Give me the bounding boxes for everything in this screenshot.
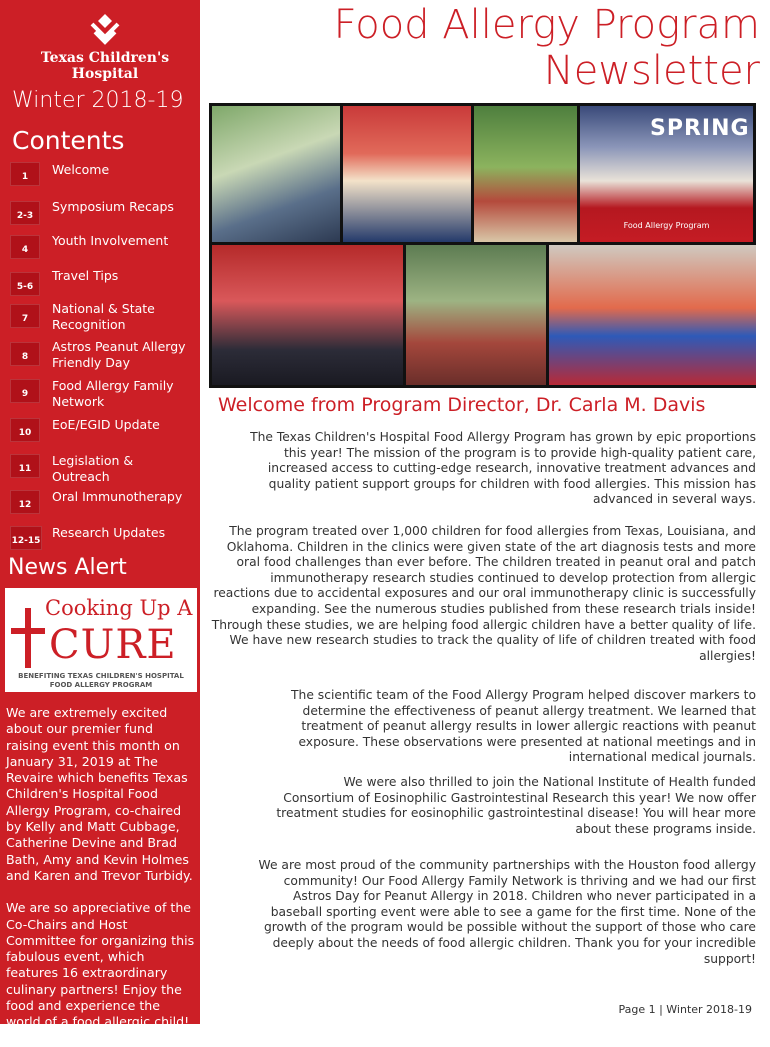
photo-booth-table (580, 106, 753, 242)
title-line2: Newsletter (543, 48, 760, 94)
article-paragraph: We are most proud of the community partnerships with the Houston food allergy community! Our Food Allergy Family Network is thriving and we had our first Astros Day for Peanut Allergy in 2018. Children who never participated in a baseball sporting event were able to see a game for the first time. None of the growth of the program would be possible without the support of those who care deeply about the needs of food allergic children. Thank you for your incredible support! (258, 858, 756, 966)
promo-benefit-line1: BENEFITING TEXAS CHILDREN'S HOSPITAL (18, 672, 184, 680)
page-title (260, 2, 760, 94)
news-alert-heading: News Alert (8, 555, 127, 580)
promo-benefit-line2: FOOD ALLERGY PROGRAM (49, 681, 153, 689)
toc-label: Travel Tips (52, 268, 119, 283)
article-paragraph: The scientific team of the Food Allergy Program helped discover markers to determine the effectiveness of peanut allergy treatment. We learned that treatment of peanut allergy results in lower allergic reactions with peanut exposure. These observations were presented at national meetings and in international medical journals. (291, 688, 756, 765)
logo-name-line1: Texas Children's (40, 50, 170, 66)
toc-page-number: 4 (10, 235, 40, 259)
logo-name-line2: Hospital (71, 66, 139, 82)
toc-page-number: 9 (10, 379, 40, 403)
toc-label: Food Allergy Family Network (52, 378, 174, 409)
toc-label: Oral Immunotherapy (52, 489, 183, 504)
contents-heading: Contents (12, 126, 125, 155)
page-footer: Page 1 | Winter 2018-19 (618, 1003, 752, 1016)
photo-collage (209, 103, 756, 388)
toc-label: Youth Involvement (52, 233, 169, 248)
promo-cure: CURE (49, 622, 177, 668)
photo-ballpark (474, 106, 577, 242)
toc-label: EoE/EGID Update (52, 417, 160, 432)
hospital-logo (40, 10, 170, 86)
toc-page-number: 10 (10, 418, 40, 442)
news-alert-paragraph: We are extremely excited about our premier fund raising event this month on January 31, 2019 at The Revaire which benefits Texas Children's Hospital Food Allergy Program, co-chaired by Kelly and Matt Cubbage, Catherine Devine and Brad Bath, Amy and Kevin Holmes and Karen and Trevor Turbidy. (6, 705, 193, 883)
toc-label: Legislation & Outreach (52, 453, 134, 484)
article-heading: Welcome from Program Director, Dr. Carla M. Davis (218, 394, 706, 416)
cooking-up-a-cure-logo (5, 588, 197, 692)
article-paragraph: The program treated over 1,000 children for food allergies from Texas, Louisiana, and Oklahoma. Children in the clinics were given state of the art diagnosis tests and more oral food challenges than ever before. The children treated in peanut oral and patch immunotherapy research studies continued to develop protection from allergic reactions due to accidental exposures and our oral immunotherapy clinic is successfully expanding. See the numerous studies published from these research trials inside! Through these studies, we are helping food allergic children have a better quality of life. We have new research studies to track the quality of life of children treated with food allergies! (211, 524, 756, 663)
season-label: Winter 2018-19 (12, 88, 184, 113)
photo-sign-text: SPRING (650, 116, 750, 141)
article-paragraph: The Texas Children's Hospital Food Allergy Program has grown by epic proportions this year! The mission of the program is to provide high-quality patient care, increased access to cutting-edge research, innovative treatment advances and quality patient support groups for children with food allergies. This mission has advanced in several ways. (250, 430, 756, 507)
title-line1: Food Allergy Program (333, 2, 760, 48)
heart-cross-logo-icon (88, 10, 122, 46)
toc-label: National & State Recognition (52, 301, 155, 332)
toc-page-number: 12-15 (10, 526, 42, 550)
news-alert-paragraph: We are so appreciative of the Co-Chairs and Host Committee for organizing this fabulous event, which features 16 extraordinary culinary partners! Enjoy the food and experience the world of a food allergic child! (6, 900, 195, 1030)
toc-page-number: 2-3 (10, 201, 40, 225)
article-paragraph: We were also thrilled to join the National Institute of Health funded Consortium of Eosinophilic Gastrointestinal Research this year! We now offer treatment studies for eosinophilic gastrointestinal disease! You will hear more about these programs inside. (276, 775, 756, 836)
toc-page-number: 1 (10, 162, 40, 186)
spoon-icon (11, 628, 45, 634)
photo-kids-outdoors (212, 106, 340, 242)
toc-page-number: 11 (10, 454, 40, 478)
photo-kids-costumes (549, 245, 756, 385)
toc-label: Astros Peanut Allergy Friendly Day (52, 339, 186, 370)
toc-label: Research Updates (52, 525, 166, 540)
toc-page-number: 5-6 (10, 272, 40, 296)
photo-banner-text: Food Allergy Program (623, 221, 710, 230)
toc-label: Symposium Recaps (52, 199, 174, 214)
news-alert-text (6, 705, 196, 1047)
toc-page-number: 12 (10, 490, 40, 514)
photo-group-astros-shirts (343, 106, 471, 242)
photo-staff-group (212, 245, 403, 385)
sidebar (0, 0, 200, 1030)
promo-cooking-up: Cooking Up A (45, 596, 193, 620)
toc-page-number: 7 (10, 304, 40, 328)
whisk-icon (25, 608, 31, 668)
toc-label: Welcome (52, 162, 110, 177)
photo-presenters (406, 245, 546, 385)
toc-page-number: 8 (10, 342, 40, 366)
